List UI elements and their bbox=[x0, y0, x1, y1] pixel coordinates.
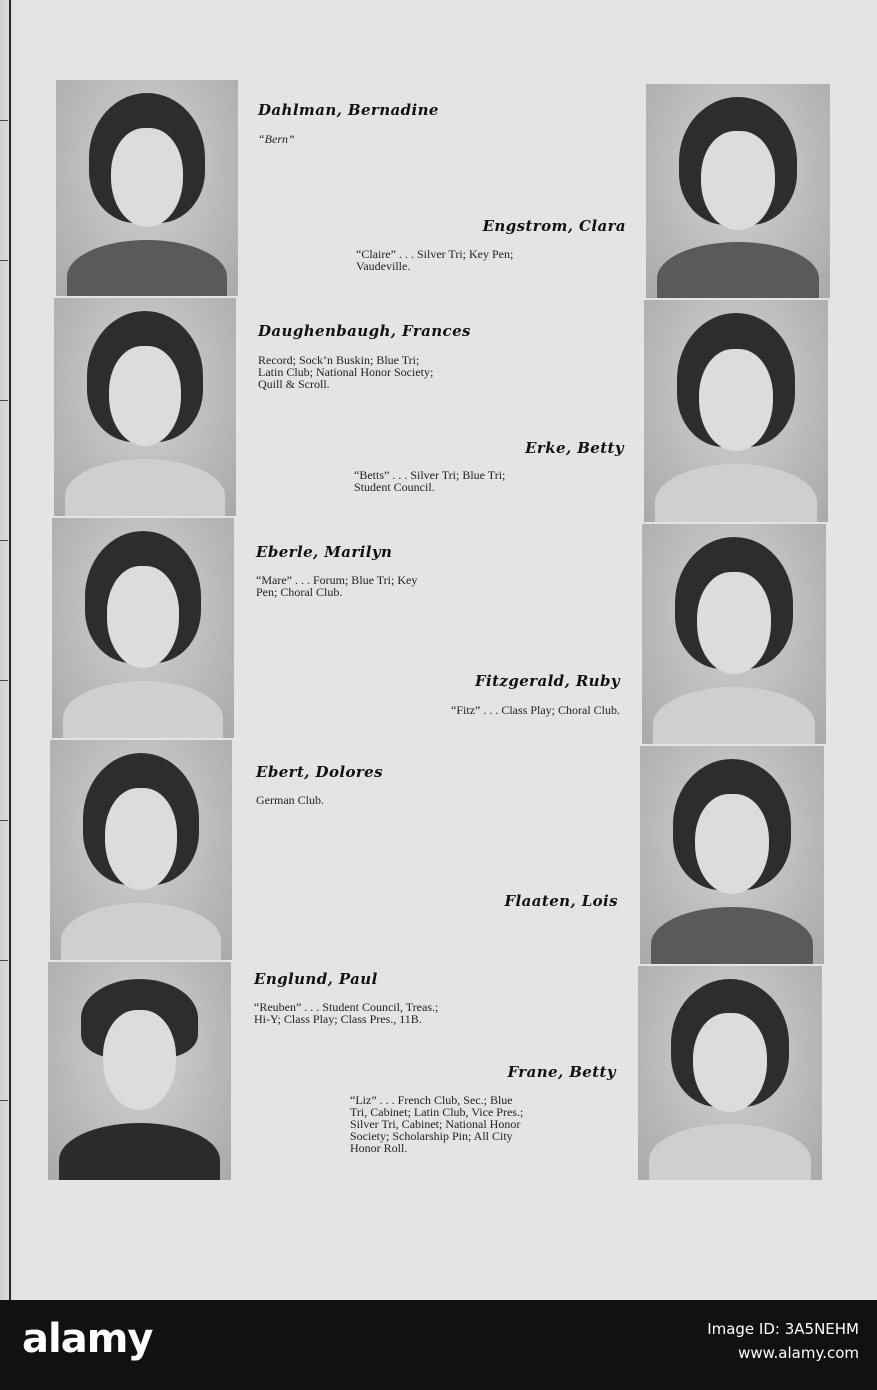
student-name: Erke, Betty bbox=[525, 439, 624, 457]
portrait-ebert-dolores bbox=[50, 740, 232, 960]
student-description bbox=[258, 133, 528, 145]
student-description bbox=[254, 1001, 526, 1025]
student-name: Ebert, Dolores bbox=[256, 763, 383, 781]
portrait-eberle-marilyn bbox=[52, 518, 234, 738]
alamy-logo: alamy bbox=[22, 1316, 153, 1362]
student-name: Fitzgerald, Ruby bbox=[474, 672, 620, 690]
description-line: “Mare” . . . Forum; Blue Tri; Key bbox=[256, 573, 418, 587]
description-line: “Fitz” . . . Class Play; Choral Club. bbox=[451, 703, 620, 717]
watermark-info bbox=[707, 1317, 859, 1365]
description-line: “Betts” . . . Silver Tri; Blue Tri; bbox=[354, 468, 506, 482]
description-line: Vaudeville. bbox=[356, 259, 411, 273]
description-line: Student Council. bbox=[354, 480, 435, 494]
description-line: German Club. bbox=[256, 793, 324, 807]
student-name: Engstrom, Clara bbox=[482, 217, 626, 235]
student-name: Dahlman, Bernadine bbox=[258, 101, 439, 119]
description-line: Latin Club; National Honor Society; bbox=[258, 365, 434, 379]
portrait-frane-betty bbox=[638, 966, 822, 1180]
student-name: Frane, Betty bbox=[507, 1063, 616, 1081]
description-line: Hi-Y; Class Play; Class Pres., 11B. bbox=[254, 1012, 422, 1026]
student-name: Eberle, Marilyn bbox=[256, 543, 393, 561]
portrait-flaaten-lois bbox=[640, 746, 824, 964]
student-description bbox=[352, 704, 620, 716]
student-description bbox=[350, 1094, 618, 1154]
portrait-englund-paul bbox=[48, 962, 231, 1180]
portrait-daughenbaugh-frances bbox=[54, 298, 236, 516]
student-name: Flaaten, Lois bbox=[504, 892, 618, 910]
portrait-dahlman-bernadine bbox=[56, 80, 238, 296]
student-description bbox=[256, 794, 526, 806]
student-name: Englund, Paul bbox=[254, 970, 378, 988]
watermark-bar bbox=[0, 1300, 877, 1390]
description-line: “Liz” . . . French Club, Sec.; Blue bbox=[350, 1093, 513, 1107]
description-line: Silver Tri, Cabinet; National Honor bbox=[350, 1117, 521, 1131]
binding-tick bbox=[0, 260, 8, 261]
student-description bbox=[258, 354, 528, 390]
watermark-url: www.alamy.com bbox=[738, 1344, 859, 1362]
binding-tick bbox=[0, 680, 8, 681]
binding-tick bbox=[0, 820, 8, 821]
student-description bbox=[256, 574, 526, 598]
description-line: Pen; Choral Club. bbox=[256, 585, 343, 599]
binding-tick bbox=[0, 400, 8, 401]
description-line: Tri, Cabinet; Latin Club, Vice Pres.; bbox=[350, 1105, 524, 1119]
binding-tick bbox=[0, 960, 8, 961]
portrait-fitzgerald-ruby bbox=[642, 524, 826, 744]
binding-tick bbox=[0, 1100, 8, 1101]
description-line: Society; Scholarship Pin; All City bbox=[350, 1129, 513, 1143]
image-id-label: Image ID: 3A5NEHM bbox=[707, 1320, 859, 1338]
description-line: Quill & Scroll. bbox=[258, 377, 330, 391]
description-line: “Reuben” . . . Student Council, Treas.; bbox=[254, 1000, 439, 1014]
description-line: “Claire” . . . Silver Tri; Key Pen; bbox=[356, 247, 514, 261]
binding-line bbox=[9, 0, 11, 1300]
portrait-erke-betty bbox=[644, 300, 828, 522]
description-line: “Bern” bbox=[258, 132, 295, 146]
student-description bbox=[354, 469, 620, 493]
binding-tick bbox=[0, 540, 8, 541]
description-line: Honor Roll. bbox=[350, 1141, 408, 1155]
student-name: Daughenbaugh, Frances bbox=[258, 322, 471, 340]
description-line: Record; Sock’n Buskin; Blue Tri; bbox=[258, 353, 420, 367]
student-description bbox=[356, 248, 622, 272]
portrait-engstrom-clara bbox=[646, 84, 830, 298]
binding-tick bbox=[0, 120, 8, 121]
